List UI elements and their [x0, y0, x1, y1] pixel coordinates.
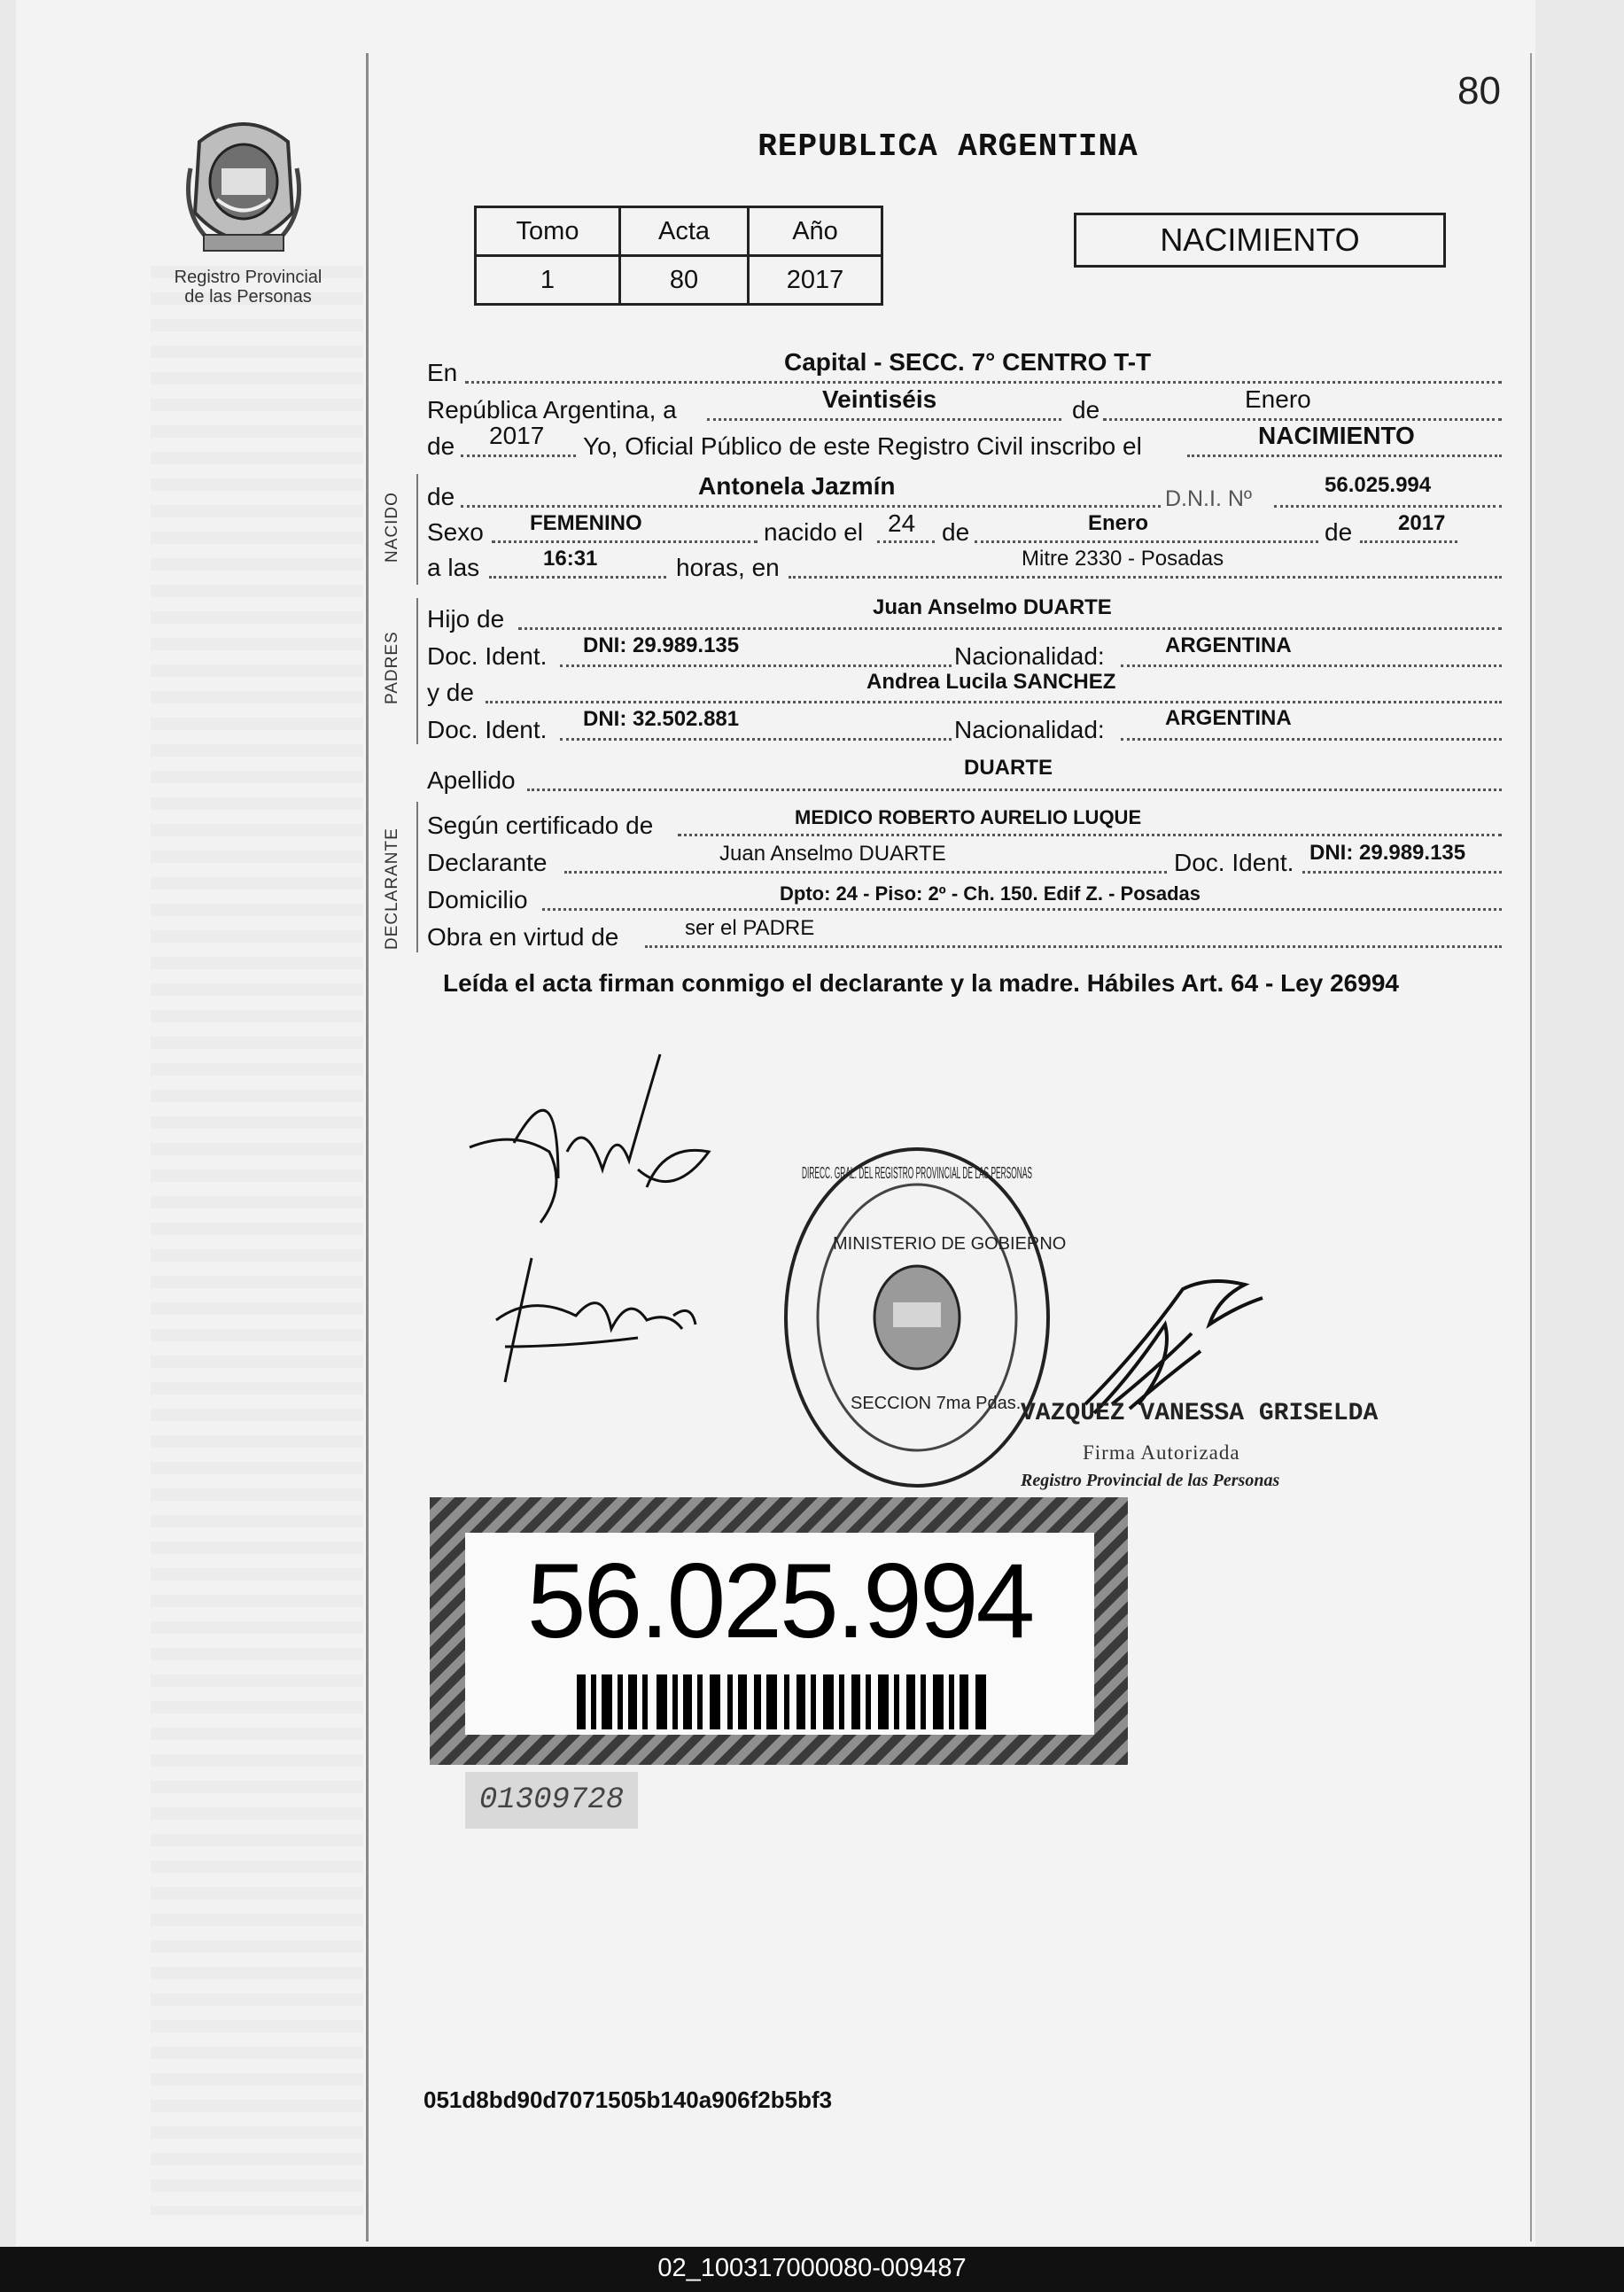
value-madre-doc: DNI: 32.502.881	[583, 707, 740, 731]
barcode-icon	[577, 1674, 990, 1729]
header-anio: Año	[749, 207, 882, 256]
value-anio-nacimiento: 2017	[1398, 511, 1446, 535]
label-y-de: y de	[427, 679, 474, 706]
dotted-line	[486, 701, 1502, 703]
left-margin-rule	[366, 53, 369, 2241]
label-horas-en: horas, en	[676, 554, 780, 581]
official-office: Registro Provincial de las Personas	[1021, 1471, 1280, 1490]
value-padre-doc: DNI: 29.989.135	[583, 633, 740, 657]
dotted-line	[1302, 871, 1502, 874]
seal-section-text: SECCION 7ma Pdas.	[851, 1394, 1022, 1413]
section-bar-nacido	[416, 474, 418, 585]
value-madre: Andrea Lucila SANCHEZ	[866, 670, 1116, 694]
dotted-line	[1103, 418, 1502, 421]
dotted-line	[877, 540, 935, 543]
dotted-line	[1360, 540, 1457, 543]
sticker-number: 56.025.994	[526, 1542, 1033, 1660]
declarant-signature	[461, 1045, 727, 1240]
value-declarante: Juan Anselmo DUARTE	[719, 842, 946, 866]
value-acta: 80	[620, 256, 749, 305]
closing-statement: Leída el acta firman conmigo el declarante y la madre. Hábiles Art. 64 - Ley 26994	[443, 969, 1399, 997]
label-a-las: a las	[427, 554, 480, 581]
value-declarante-doc: DNI: 29.989.135	[1309, 841, 1466, 865]
dotted-line	[707, 418, 1061, 421]
label-republica: República Argentina, a	[427, 396, 677, 423]
logo-caption-line2: de las Personas	[184, 287, 312, 307]
value-dia-nacimiento: 24	[888, 509, 916, 537]
label-dni: D.N.I. Nº	[1165, 486, 1253, 511]
dotted-line	[489, 576, 666, 579]
label-hijo-de: Hijo de	[427, 605, 505, 633]
label-doc-ident3: Doc. Ident.	[1174, 849, 1294, 876]
label-en: En	[427, 359, 458, 386]
dotted-line	[542, 908, 1502, 911]
dotted-line	[1121, 664, 1502, 667]
dotted-line	[461, 505, 1161, 508]
label-apellido: Apellido	[427, 766, 516, 794]
logo-caption	[164, 268, 332, 307]
dotted-line	[645, 945, 1502, 948]
value-apellido: DUARTE	[964, 756, 1053, 780]
section-label-nacido: NACIDO	[383, 492, 401, 563]
dotted-line	[461, 455, 576, 457]
sticker-panel	[465, 1533, 1094, 1735]
provincia-misiones-crest-icon	[182, 115, 306, 257]
dni-sticker	[430, 1497, 1128, 1765]
table-row	[476, 256, 882, 305]
document-title: REPUBLICA ARGENTINA	[758, 128, 1138, 165]
label-de2: de	[427, 432, 455, 460]
value-anio: 2017	[749, 256, 882, 305]
mother-signature	[478, 1231, 709, 1391]
value-anio: 2017	[489, 422, 545, 449]
label-obra-en-virtud: Obra en virtud de	[427, 923, 619, 951]
value-dia-letras: Veintiséis	[822, 385, 937, 413]
dotted-line	[1187, 455, 1502, 457]
value-madre-nacionalidad: ARGENTINA	[1165, 706, 1292, 730]
dotted-line	[789, 576, 1502, 579]
logo-caption-line1: Registro Provincial	[174, 268, 322, 287]
footer-filename: 02_100317000080-009487	[657, 2254, 967, 2282]
label-domicilio: Domicilio	[427, 886, 528, 913]
label-sexo: Sexo	[427, 518, 484, 546]
value-dni: 56.025.994	[1325, 473, 1432, 497]
value-en-virtud: ser el PADRE	[685, 916, 815, 940]
dotted-line	[678, 834, 1502, 836]
label-nacido-el: nacido el	[764, 518, 864, 546]
right-margin-rule	[1530, 53, 1532, 2241]
document-hash: 051d8bd90d7071505b140a906f2b5bf3	[423, 2086, 833, 2113]
value-mes: Enero	[1245, 385, 1311, 413]
dotted-line	[518, 627, 1502, 630]
value-domicilio: Dpto: 24 - Piso: 2º - Ch. 150. Edif Z. - Posadas	[780, 882, 1201, 905]
value-lugar-nacimiento: Mitre 2330 - Posadas	[1022, 547, 1224, 571]
header-tomo: Tomo	[476, 207, 620, 256]
seal-inner-text: MINISTERIO DE GOBIERNO	[833, 1234, 1067, 1254]
seal-ring-text: DIRECC. GRAL. DEL REGISTRO PROVINCIAL DE LAS PERSONAS	[802, 1164, 1032, 1182]
label-de: de	[1072, 396, 1100, 423]
dotted-line	[975, 540, 1318, 543]
value-tomo: 1	[476, 256, 620, 305]
bleed-through-background	[151, 266, 363, 2215]
dotted-line	[492, 540, 758, 543]
dotted-line	[465, 381, 1502, 384]
value-padre-nacionalidad: ARGENTINA	[1165, 633, 1292, 657]
label-nacionalidad2: Nacionalidad:	[954, 716, 1105, 743]
label-de4: de	[1325, 518, 1353, 546]
label-nacionalidad: Nacionalidad:	[954, 642, 1105, 670]
official-role: Firma Autorizada	[1083, 1441, 1240, 1464]
official-name: VAZQUEZ VANESSA GRISELDA	[1021, 1400, 1379, 1427]
dotted-line	[527, 789, 1502, 791]
label-yo-oficial: Yo, Oficial Público de este Registro Civil inscribo el	[583, 432, 1142, 460]
dotted-line	[1274, 505, 1502, 508]
value-lugar: Capital - SECC. 7° CENTRO T-T	[784, 348, 1152, 376]
label-declarante: Declarante	[427, 849, 548, 876]
value-hora: 16:31	[543, 547, 598, 571]
value-nombre: Antonela Jazmín	[698, 472, 896, 500]
section-label-declarante: DECLARANTE	[383, 827, 401, 950]
label-doc-ident: Doc. Ident.	[427, 642, 548, 670]
registry-table	[474, 206, 883, 306]
header-acta: Acta	[620, 207, 749, 256]
page-number: 80	[1457, 69, 1501, 113]
section-bar-padres	[416, 598, 418, 744]
dotted-line	[1121, 738, 1502, 741]
dotted-line	[564, 871, 1167, 874]
record-type-box: NACIMIENTO	[1074, 213, 1446, 268]
dotted-line	[560, 664, 952, 667]
table-header-row	[476, 207, 882, 256]
label-doc-ident2: Doc. Ident.	[427, 716, 548, 743]
section-label-padres: PADRES	[383, 631, 401, 704]
label-segun-certificado: Según certificado de	[427, 812, 654, 839]
section-bar-declarante	[416, 802, 418, 952]
value-sexo: FEMENINO	[530, 511, 642, 535]
label-de-nacido: de	[427, 483, 455, 510]
value-acto: NACIMIENTO	[1258, 422, 1415, 449]
label-de3: de	[942, 518, 970, 546]
dotted-line	[560, 738, 952, 741]
value-mes-nacimiento: Enero	[1088, 511, 1149, 535]
value-padre: Juan Anselmo DUARTE	[873, 595, 1112, 619]
serial-number: 01309728	[465, 1772, 638, 1829]
value-certificado: MEDICO ROBERTO AURELIO LUQUE	[795, 806, 1142, 828]
registry-seal-icon	[780, 1143, 1067, 1493]
